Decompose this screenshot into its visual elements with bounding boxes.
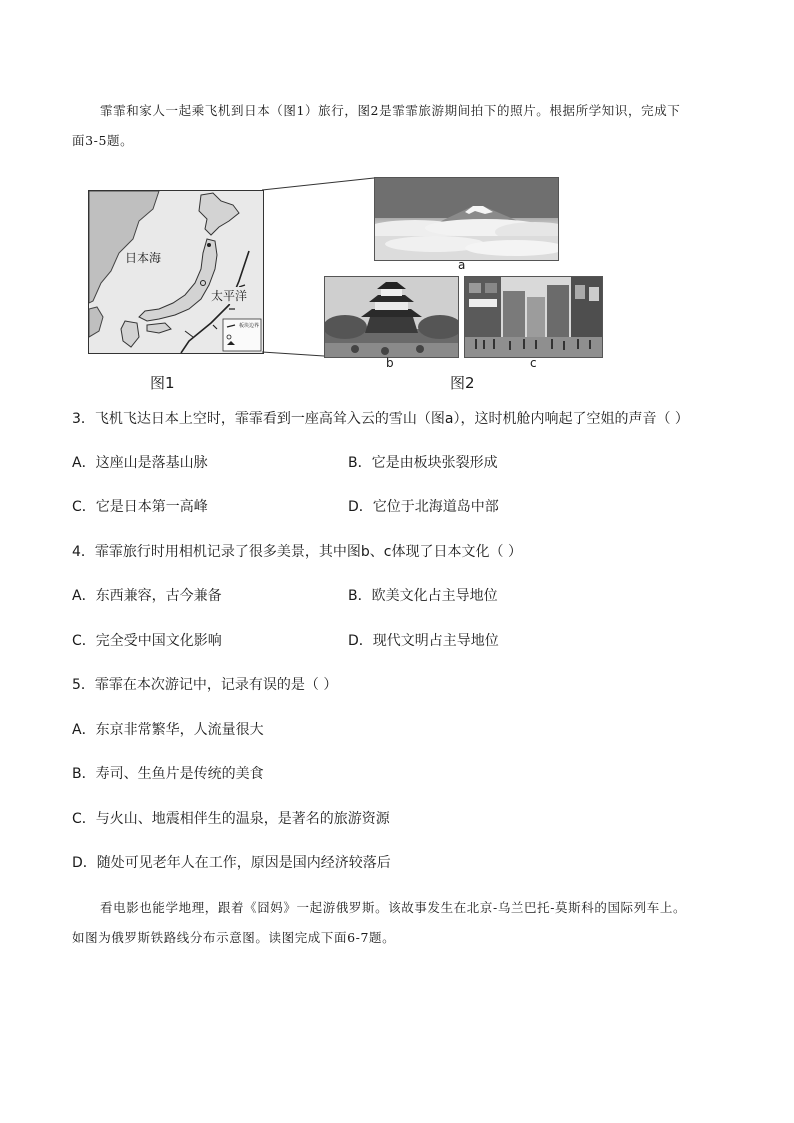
intro-2-line-2: 如图为俄罗斯铁路线分布示意图。读图完成下面6-7题。 <box>72 930 396 945</box>
question-3-option-c: C．它是日本第一高峰 <box>72 499 208 515</box>
question-4-stem: 4．霏霏旅行时用相机记录了很多美景，其中图b、c体现了日本文化（ ） <box>72 544 522 560</box>
photo-b-label: b <box>386 356 394 370</box>
question-4-option-b: B．欧美文化占主导地位 <box>348 588 498 604</box>
intro-paragraph-2 <box>72 893 732 953</box>
legend-plate-boundary-label: 板块边界 <box>239 323 260 329</box>
question-4-option-d: D．现代文明占主导地位 <box>348 633 499 649</box>
pacific-ocean-label: 太平洋 <box>211 289 248 303</box>
japan-map-drawing <box>89 191 263 353</box>
question-4-option-c: C．完全受中国文化影响 <box>72 633 222 649</box>
question-3-option-b: B．它是由板块张裂形成 <box>348 455 498 471</box>
question-5-option-a: A．东京非常繁华，人流量很大 <box>72 722 264 738</box>
figure-1-caption: 图1 <box>150 374 175 392</box>
question-4-option-a: A．东西兼容，古今兼备 <box>72 588 222 604</box>
question-5-option-c: C．与火山、地震相伴生的温泉，是著名的旅游资源 <box>72 811 390 827</box>
mount-fuji-illustration <box>375 178 558 260</box>
question-5-option-b: B．寿司、生鱼片是传统的美食 <box>72 766 264 782</box>
photo-c-city-street <box>464 276 603 358</box>
question-3-option-d: D．它位于北海道岛中部 <box>348 499 499 515</box>
question-3-option-a: A．这座山是落基山脉 <box>72 455 208 471</box>
photo-b-castle <box>324 276 459 358</box>
question-3-stem: 3．飞机飞达日本上空时，霏霏看到一座高耸入云的雪山（图a），这时机舱内响起了空姐的声音（ ） <box>72 411 689 427</box>
photo-a-label: a <box>458 258 466 272</box>
intro-1-line-2: 面3-5题。 <box>72 133 134 148</box>
question-5-stem: 5．霏霏在本次游记中，记录有误的是（ ） <box>72 677 338 693</box>
intro-1-line-1: 霏霏和家人一起乘飞机到日本（图1）旅行，图2是霏霏旅游期间拍下的照片。根据所学知识，完成下 <box>100 103 681 118</box>
question-5-option-d: D．随处可见老年人在工作，原因是国内经济较落后 <box>72 855 391 871</box>
figure-2-caption: 图2 <box>450 374 475 392</box>
city-street-illustration <box>465 277 602 357</box>
photo-a-mount-fuji <box>374 177 559 261</box>
intro-paragraph-1 <box>72 96 732 156</box>
japan-map <box>88 190 264 354</box>
sea-of-japan-label: 日本海 <box>125 251 162 265</box>
intro-2-line-1: 看电影也能学地理，跟着《囧妈》一起游俄罗斯。该故事发生在北京-乌兰巴托-莫斯科的国际列车上。 <box>100 900 687 915</box>
photo-c-label: c <box>530 356 537 370</box>
castle-illustration <box>325 277 458 357</box>
